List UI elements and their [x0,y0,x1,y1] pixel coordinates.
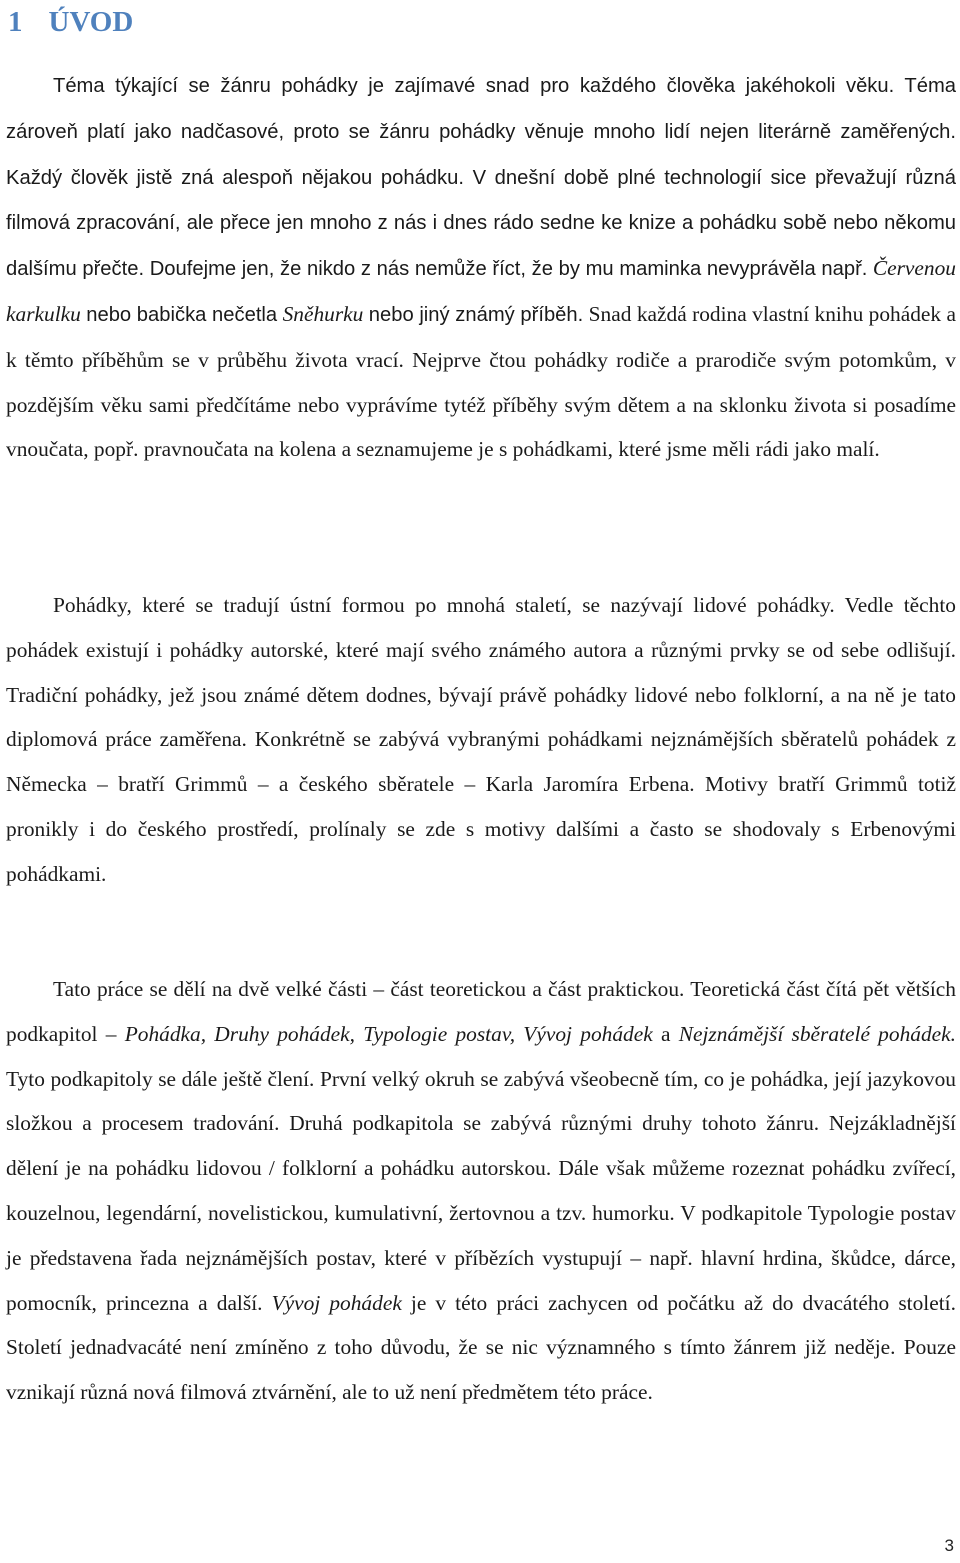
paragraph-3-text-3: Tyto podkapitoly se dále ještě člení. První velký okruh se zabývá všeobecně tím, co je pohádka, její jazykovou složkou a procesem tradování. Druhá podkapitola se zabývá různými druhy tohoto žánru. Nejzákladnější dělení je na pohádku lidovou / folklorní a pohádku autorskou. Dále však můžeme rozeznat pohádku zvířecí, kouzelnou, legendární, novelistickou, kumulativní, žertovnou a tzv. humorku. V podkapitole Typologie postav je představena řada nejznámějších postav, které v příbězích vystupují – např. hlavní hrdina, škůdce, dárce, pomocník, princezna a další. [6,1066,956,1315]
paragraph-2-text: Pohádky, které se tradují ústní formou po mnohá staletí, se nazývají lidové pohádky. Vedle těchto pohádek existují i pohádky autorské, které mají svého známého autora a různými prvky se od sebe odlišují. Tradiční pohádky, jež jsou známé dětem dodnes, bývají právě pohádky lidové nebo folklorní, a na ně je tato diplomová práce zaměřena. Konkrétně se zabývá vybranými pohádkami nejznámějších sběratelů pohádek z Německa – bratří Grimmů – a českého sběratele – Karla Jaromíra Erbena. Motivy bratří Grimmů totiž pronikly i do českého prostředí, prolínaly se zde s motivy dalšími a často se shodovaly s Erbenovými pohádkami. [6,593,956,886]
paragraph-1-text-2: nebo babička nečetla [86,303,278,326]
chapter-heading [8,2,133,42]
chapter-number: 1 [8,6,23,38]
paragraph-3 [6,967,956,1415]
paragraph-2 [6,583,956,897]
paragraph-1 [6,63,956,472]
paragraph-1-italic-2: Sněhurku [282,301,364,326]
paragraph-3-italic-1: Pohádka, Druhy pohádek, Typologie postav, Vývoj pohádek [124,1021,653,1046]
paragraph-1-text: Téma týkající se žánru pohádky je zajímavé snad pro každého člověka jakéhokoli věku. Téma zároveň platí jako nadčasové, proto se žánru pohádky věnuje mnoho lidí nejen literárně zaměřených. Každý člověk jistě zná alespoň nějakou pohádku. V dnešní době plné technologií sice převažují různá filmová zpracování, ale přece jen mnoho z nás i dnes rádo sedne ke knize a pohádku sobě nebo někomu dalšímu přečte. Doufejme jen, že nikdo z nás nemůže říct, že by mu maminka nevyprávěla např. [6,75,956,281]
paragraph-1-text-4: Snad každá rodina vlastní knihu pohádek a k těmto příběhům se v průběhu života vrací. Nejprve čtou pohádky rodiče a prarodiče svým potomkům, v pozdějším věku sami předčítáme nebo vyprávíme tytéž příběhy svým dětem a na sklonku života si posadíme vnoučata, popř. pravnoučata na kolena a seznamujeme je s pohádkami, které jsme měli rádi jako malí. [6,301,957,462]
paragraph-3-italic-2: Nejznámější sběratelé pohádek. [678,1021,956,1046]
paragraph-3-text-1: Tato práce se dělí na dvě velké části – část teoretickou a část praktickou. Teoretická část čítá pět větších podkapitol – [6,977,956,1046]
paragraph-3-text-4: je v této práci zachycen od počátku až do dvacátého století. Století jednadvacáté není zmíněno z toho důvodu, že se nic významného s tímto žánrem již neděje. Pouze vznikají různá nová filmová ztvárnění, ale to už není předmětem této práce. [6,1290,956,1405]
page-number: 3 [944,1536,954,1555]
paragraph-1-text-3: nebo jiný známý příběh. [368,303,584,326]
paragraph-3-text-2: a [660,1021,671,1046]
paragraph-3-italic-3: Vývoj pohádek [271,1290,402,1315]
paragraph-1-italic-1: Červenou karkulku [6,256,956,326]
chapter-title: ÚVOD [48,6,134,38]
